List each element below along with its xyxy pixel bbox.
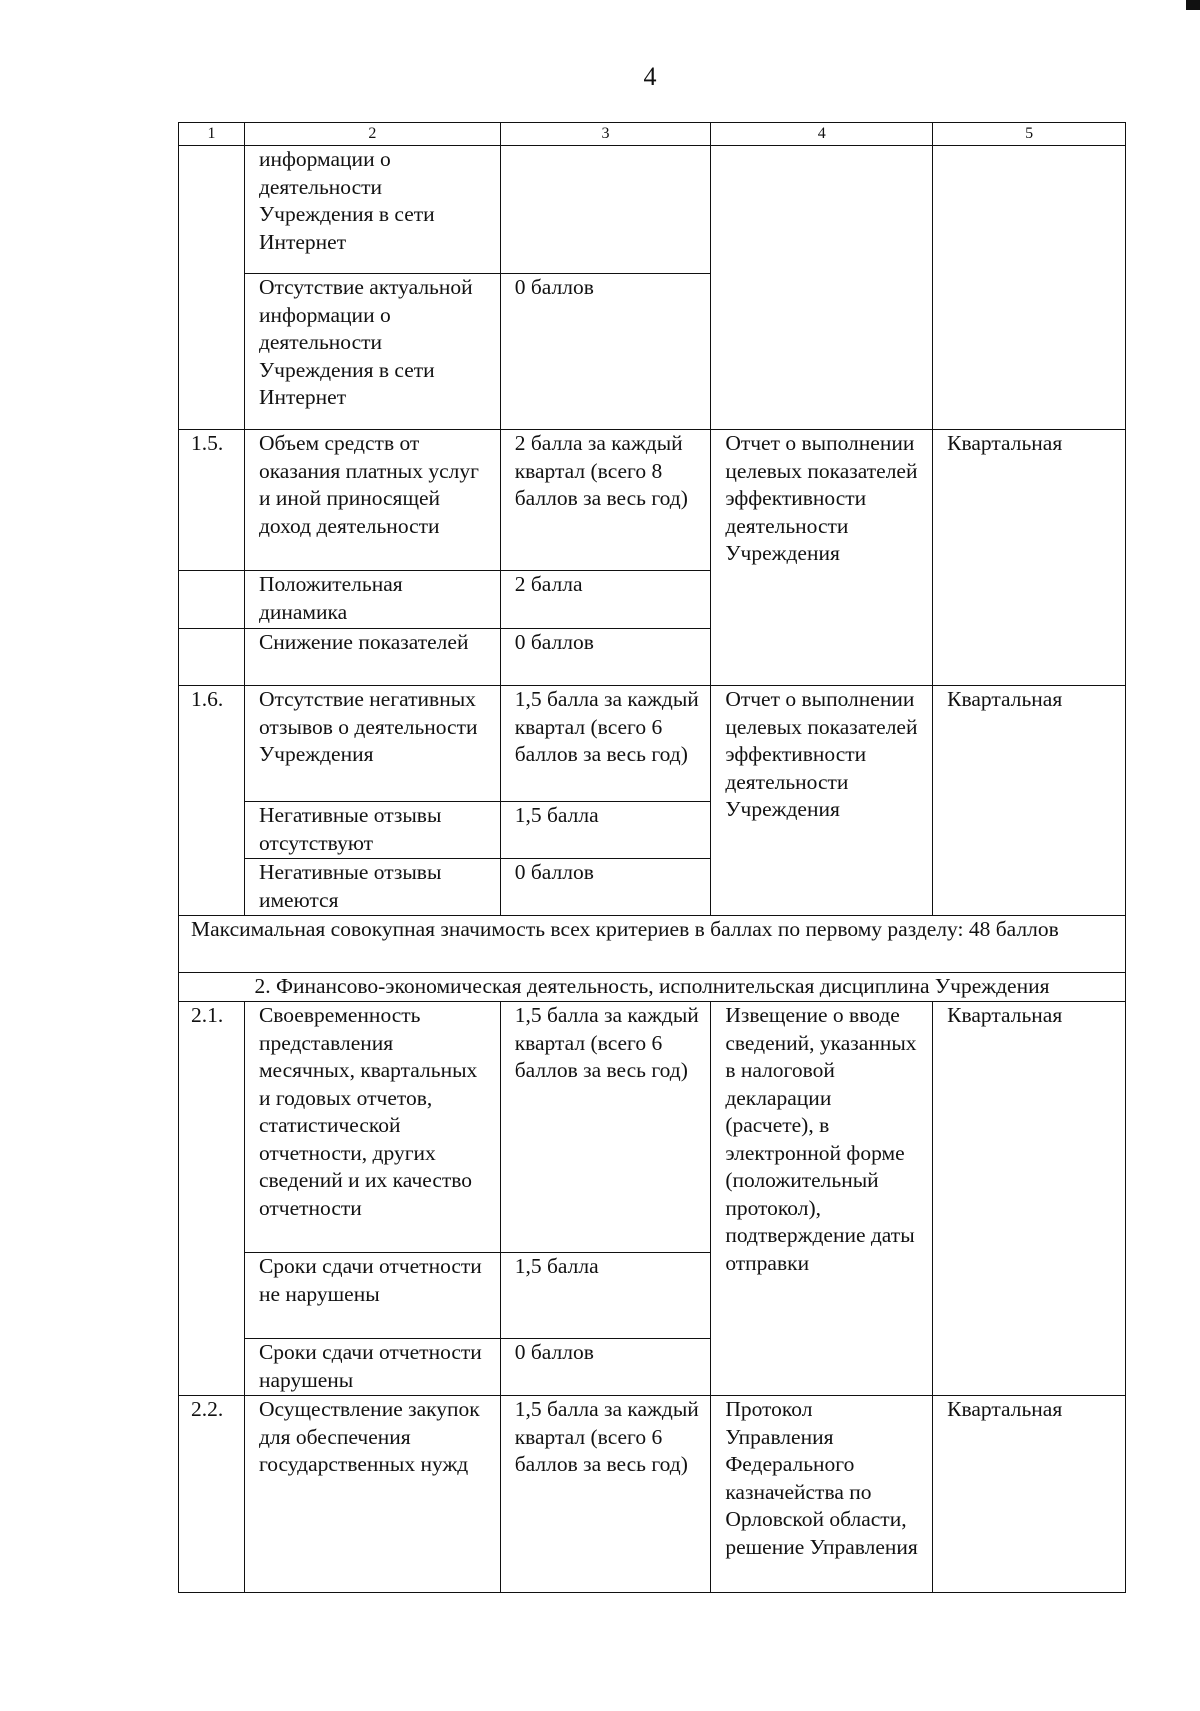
row-number-empty xyxy=(179,629,245,686)
row-number: 1.5. xyxy=(179,430,245,571)
row-number: 1.6. xyxy=(179,686,245,916)
column-header-1: 1 xyxy=(179,123,245,146)
period-cell: Квартальная xyxy=(933,430,1126,686)
criterion-cell: Своевременность представления месячных, квартальных и годовых отчетов, статистической отчетности, других сведений и их качество отчетности xyxy=(244,1002,500,1253)
column-header-2: 2 xyxy=(244,123,500,146)
score-cell: 2 балла за каждый квартал (всего 8 баллов за весь год) xyxy=(500,430,711,571)
table-row xyxy=(179,973,1126,1002)
criterion-cell: Отсутствие негативных отзывов о деятельности Учреждения xyxy=(244,686,500,802)
criterion-cell: Сроки сдачи отчетности нарушены xyxy=(244,1339,500,1396)
row-number: 2.2. xyxy=(179,1396,245,1593)
criterion-cell: Негативные отзывы имеются xyxy=(244,859,500,916)
column-header-3: 3 xyxy=(500,123,711,146)
score-cell: 1,5 балла за каждый квартал (всего 6 баллов за весь год) xyxy=(500,1002,711,1253)
score-cell: 0 баллов xyxy=(500,1339,711,1396)
section-title: 2. Финансово-экономическая деятельность, исполнительская дисциплина Учреждения xyxy=(179,973,1126,1002)
criterion-cell: Сроки сдачи отчетности не нарушены xyxy=(244,1253,500,1339)
period-cell xyxy=(933,146,1126,430)
score-cell: 0 баллов xyxy=(500,859,711,916)
criterion-cell: информации о деятельности Учреждения в сети Интернет xyxy=(244,146,500,274)
section-total: Максимальная совокупная значимость всех критериев в баллах по первому разделу: 48 баллов xyxy=(179,916,1126,973)
score-cell: 0 баллов xyxy=(500,629,711,686)
score-cell: 1,5 балла xyxy=(500,1253,711,1339)
source-cell xyxy=(711,146,933,430)
criterion-cell: Объем средств от оказания платных услуг и иной приносящей доход деятельности xyxy=(244,430,500,571)
column-header-4: 4 xyxy=(711,123,933,146)
table-row xyxy=(179,1002,1126,1253)
table-row xyxy=(179,146,1126,274)
score-cell: 1,5 балла xyxy=(500,802,711,859)
row-number: 2.1. xyxy=(179,1002,245,1396)
source-cell: Протокол Управления Федерального казначейства по Орловской области, решение Управления xyxy=(711,1396,933,1593)
source-cell: Отчет о выполнении целевых показателей эффективности деятельности Учреждения xyxy=(711,686,933,916)
source-cell: Отчет о выполнении целевых показателей эффективности деятельности Учреждения xyxy=(711,430,933,686)
criteria-table xyxy=(178,122,1126,1593)
table-row xyxy=(179,686,1126,802)
column-header-5: 5 xyxy=(933,123,1126,146)
table-row xyxy=(179,916,1126,973)
scan-edge-mark xyxy=(1186,0,1200,10)
score-cell: 2 балла xyxy=(500,571,711,629)
row-number-empty xyxy=(179,571,245,629)
row-number-empty xyxy=(179,146,245,430)
criterion-cell: Негативные отзывы отсутствуют xyxy=(244,802,500,859)
table-row xyxy=(179,1396,1126,1593)
criterion-cell: Снижение показателей xyxy=(244,629,500,686)
score-cell xyxy=(500,146,711,274)
source-cell: Извещение о вводе сведений, указанных в налоговой декларации (расчете), в электронной форме (положительный протокол), подтверждение даты отправки xyxy=(711,1002,933,1396)
table-row xyxy=(179,430,1126,571)
criterion-cell: Отсутствие актуальной информации о деятельности Учреждения в сети Интернет xyxy=(244,274,500,430)
period-cell: Квартальная xyxy=(933,1002,1126,1396)
page-number: 4 xyxy=(643,62,657,91)
score-cell: 1,5 балла за каждый квартал (всего 6 баллов за весь год) xyxy=(500,1396,711,1593)
criterion-cell: Положительная динамика xyxy=(244,571,500,629)
criterion-cell: Осуществление закупок для обеспечения государственных нужд xyxy=(244,1396,500,1593)
period-cell: Квартальная xyxy=(933,686,1126,916)
score-cell: 0 баллов xyxy=(500,274,711,430)
table-header-row xyxy=(179,123,1126,146)
score-cell: 1,5 балла за каждый квартал (всего 6 баллов за весь год) xyxy=(500,686,711,802)
period-cell: Квартальная xyxy=(933,1396,1126,1593)
